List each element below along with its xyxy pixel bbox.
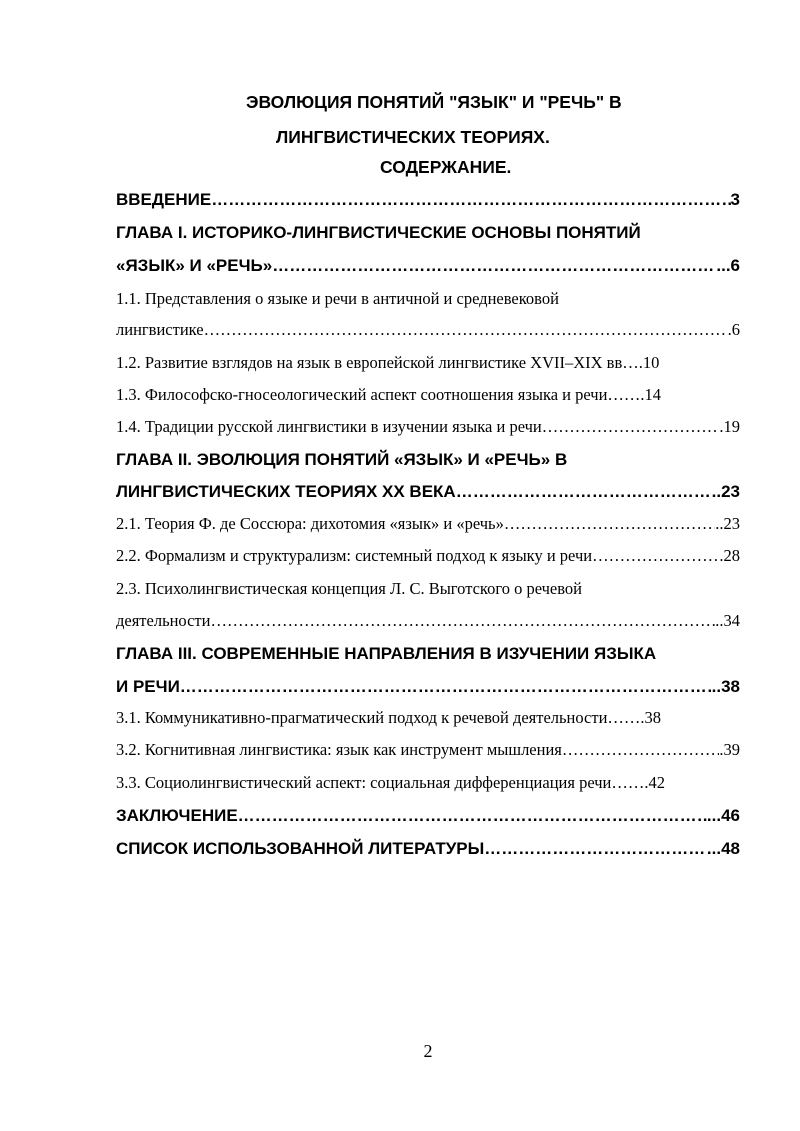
dot-leader	[484, 838, 707, 860]
toc-entry-label: 1.3. Философско-гносеологический аспект соотношения языка и речи	[116, 385, 608, 404]
document-title-line-1: ЭВОЛЮЦИЯ ПОНЯТИЙ "ЯЗЫК" И "РЕЧЬ" В	[246, 92, 622, 112]
dot-leader	[504, 513, 715, 535]
toc-entry-1-1-line-2[interactable]	[116, 319, 740, 341]
toc-entry-chapter-1-line-2[interactable]	[116, 255, 740, 277]
toc-entry-page: ...6	[716, 256, 740, 275]
toc-entry-label: 2.1. Теория Ф. де Соссюра: дихотомия «язык» и «речь»	[116, 514, 504, 533]
toc-entry-intro[interactable]	[116, 189, 740, 211]
toc-entry-page: …….38	[607, 708, 662, 727]
toc-entry-page: ..38	[711, 677, 740, 696]
dot-leader	[238, 805, 707, 827]
toc-entry-label: ВВЕДЕНИЕ	[116, 190, 212, 209]
toc-entry-1-4[interactable]	[116, 416, 740, 438]
toc-entry-label: 3.3. Социолингвистический аспект: социальная дифференциация речи	[116, 773, 612, 792]
toc-entry-1-3[interactable]	[116, 384, 740, 406]
toc-entry-page: .6	[727, 320, 740, 339]
toc-entry-chapter-1-line-1[interactable]: ГЛАВА I. ИСТОРИКО-ЛИНГВИСТИЧЕСКИЕ ОСНОВЫ ПОНЯТИЙ	[116, 223, 641, 242]
dot-leader	[592, 545, 719, 567]
toc-entry-label: 1.4. Традиции русской лингвистики в изучении языка и речи	[116, 417, 542, 436]
toc-entry-label: 3.1. Коммуникативно-прагматический подход к речевой деятельности	[116, 708, 608, 727]
toc-entry-page: .39	[719, 740, 740, 759]
toc-entry-page: ..23	[711, 482, 740, 501]
toc-entry-3-2[interactable]	[116, 739, 740, 761]
toc-entry-page: .28	[719, 546, 740, 565]
toc-entry-chapter-2-line-1[interactable]: ГЛАВА II. ЭВОЛЮЦИЯ ПОНЯТИЙ «ЯЗЫК» И «РЕЧЬ» В	[116, 450, 568, 469]
toc-entry-references[interactable]	[116, 838, 740, 860]
toc-entry-label: СПИСОК ИСПОЛЬЗОВАННОЙ ЛИТЕРАТУРЫ	[116, 839, 485, 858]
toc-entry-chapter-3-line-2[interactable]	[116, 676, 740, 698]
toc-entry-page: …….14	[607, 385, 662, 404]
toc-entry-2-1[interactable]	[116, 513, 740, 535]
toc-entry-3-3[interactable]	[116, 772, 740, 794]
toc-entry-label: лингвистике	[116, 320, 204, 339]
toc-entry-page: 3	[730, 190, 740, 209]
toc-entry-3-1[interactable]	[116, 707, 740, 729]
toc-entry-chapter-3-line-1[interactable]: ГЛАВА III. СОВРЕМЕННЫЕ НАПРАВЛЕНИЯ В ИЗУЧЕНИИ ЯЗЫКА	[116, 644, 657, 663]
toc-entry-chapter-2-line-2[interactable]	[116, 481, 740, 503]
dot-leader	[211, 189, 730, 211]
toc-entry-label: 1.2. Развитие взглядов на язык в европейской лингвистике XVII–XIX вв	[116, 353, 623, 372]
toc-entry-conclusion[interactable]	[116, 805, 740, 827]
toc-entry-1-1-line-1[interactable]: 1.1. Представления о языке и речи в античной и средневековой	[116, 289, 559, 308]
toc-entry-page: .19	[719, 417, 740, 436]
dot-leader	[542, 416, 720, 438]
toc-entry-2-3-line-1[interactable]: 2.3. Психолингвистическая концепция Л. С. Выготского о речевой	[116, 579, 583, 598]
toc-entry-2-2[interactable]	[116, 545, 740, 567]
toc-entry-page: …….42	[611, 773, 665, 792]
dot-leader	[456, 481, 712, 503]
toc-entry-page: ….10	[622, 353, 660, 372]
toc-entry-label: ЗАКЛЮЧЕНИЕ	[116, 806, 238, 825]
dot-leader	[210, 610, 715, 632]
dot-leader	[180, 676, 712, 698]
toc-entry-label: 3.2. Когнитивная лингвистика: язык как инструмент мышления	[116, 740, 562, 759]
toc-entry-label: «ЯЗЫК» И «РЕЧЬ»	[116, 256, 273, 275]
toc-heading: СОДЕРЖАНИЕ.	[380, 157, 512, 177]
toc-entry-2-3-line-2[interactable]	[116, 610, 740, 632]
toc-entry-page: ..23	[715, 514, 740, 533]
dot-leader	[204, 319, 728, 341]
toc-entry-label: деятельности	[116, 611, 211, 630]
toc-entry-page: ...46	[706, 806, 740, 825]
dot-leader	[562, 739, 719, 761]
page-number: 2	[423, 1041, 433, 1061]
toc-entry-page: ...48	[706, 839, 740, 858]
toc-entry-label: ЛИНГВИСТИЧЕСКИХ ТЕОРИЯХ XX ВЕКА	[116, 482, 456, 501]
toc-entry-label: 2.2. Формализм и структурализм: системный подход к языку и речи	[116, 546, 593, 565]
document-title-line-2: ЛИНГВИСТИЧЕСКИХ ТЕОРИЯХ.	[276, 127, 550, 147]
toc-entry-label: И РЕЧИ	[116, 677, 180, 696]
toc-entry-1-2[interactable]	[116, 352, 740, 374]
dot-leader	[272, 255, 716, 277]
toc-entry-page: ..34	[715, 611, 740, 630]
